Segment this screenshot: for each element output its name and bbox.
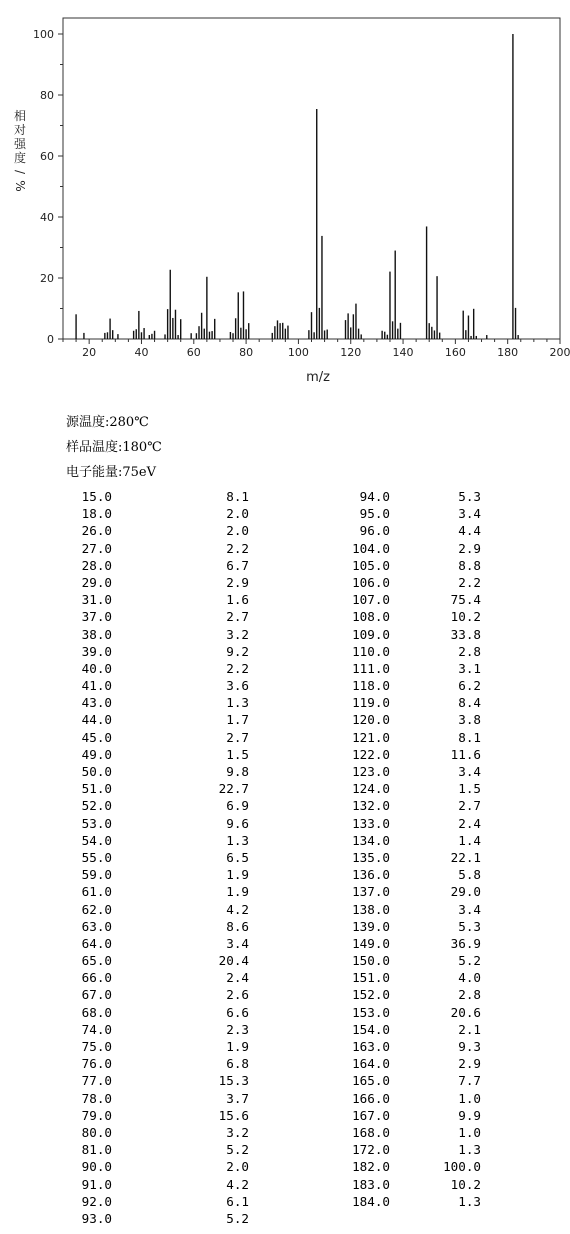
mz-value: 135.0 (352, 849, 390, 865)
relative-abundance: 5.2 (226, 1210, 249, 1226)
peak-table-row (72, 1090, 249, 1107)
relative-abundance: 2.7 (226, 609, 249, 625)
relative-abundance: 1.3 (458, 1142, 481, 1158)
peak-table-row (340, 540, 481, 557)
relative-abundance: 15.6 (218, 1107, 249, 1123)
relative-abundance: 4.2 (226, 1176, 249, 1192)
mz-value: 43.0 (81, 695, 112, 711)
relative-abundance: 1.5 (226, 746, 249, 762)
peak-table-row (340, 1193, 481, 1210)
mz-value: 154.0 (352, 1021, 390, 1037)
peak-table-row (72, 677, 249, 694)
peak-table-row (72, 591, 249, 608)
peak-table-row (72, 849, 249, 866)
relative-abundance: 8.1 (226, 489, 249, 504)
mz-value: 136.0 (352, 867, 390, 883)
relative-abundance: 4.2 (226, 901, 249, 917)
x-tick-label: 140 (392, 346, 414, 359)
y-tick-label: 20 (40, 272, 54, 285)
relative-abundance: 100.0 (443, 1159, 481, 1175)
peak-table-row (72, 1124, 249, 1141)
mass-spectrum-chart (0, 0, 570, 395)
relative-abundance: 2.0 (226, 506, 249, 522)
mz-value: 44.0 (81, 712, 112, 728)
mz-value: 164.0 (352, 1056, 390, 1072)
mz-value: 94.0 (359, 489, 390, 504)
peak-table-row (340, 574, 481, 591)
mz-value: 64.0 (81, 935, 112, 951)
relative-abundance: 4.4 (458, 523, 481, 539)
mz-value: 63.0 (81, 918, 112, 934)
relative-abundance: 75.4 (450, 592, 481, 608)
x-tick-label: 80 (239, 346, 254, 359)
mz-value: 55.0 (81, 849, 112, 865)
mz-value: 68.0 (81, 1004, 112, 1020)
peak-table-row (72, 901, 249, 918)
mz-value: 123.0 (352, 764, 390, 779)
peak-table-row (72, 866, 249, 883)
relative-abundance: 2.9 (458, 540, 481, 556)
sample-temperature: 样品温度:180℃ (66, 440, 162, 455)
peak-table-row (340, 901, 481, 918)
chart-bars (76, 34, 518, 339)
mz-value: 124.0 (352, 781, 390, 797)
mz-value: 61.0 (81, 884, 112, 900)
relative-abundance: 3.1 (458, 660, 481, 676)
x-tick-label: 20 (82, 346, 97, 359)
relative-abundance: 2.1 (458, 1021, 481, 1037)
peak-table-row (340, 1141, 481, 1158)
peak-table-row (340, 591, 481, 608)
relative-abundance: 20.4 (218, 953, 249, 969)
peak-table-row (72, 608, 249, 625)
peak-table-row (72, 1004, 249, 1021)
mz-value: 149.0 (352, 935, 390, 951)
peak-table-row (340, 866, 481, 883)
relative-abundance: 3.4 (458, 901, 481, 917)
peak-table-row (340, 1158, 481, 1175)
mz-value: 79.0 (81, 1107, 112, 1123)
mz-value: 106.0 (352, 574, 390, 590)
mz-value: 166.0 (352, 1090, 390, 1106)
peak-table-row (72, 815, 249, 832)
mz-value: 184.0 (352, 1193, 390, 1209)
mz-value: 107.0 (352, 592, 390, 608)
peak-table-row (340, 918, 481, 935)
peak-table-row (340, 935, 481, 952)
x-axis-label: m/z (306, 370, 330, 385)
peak-table-row (72, 522, 249, 539)
relative-abundance: 22.7 (218, 781, 249, 797)
mz-value: 168.0 (352, 1124, 390, 1140)
peak-table-row (340, 986, 481, 1003)
relative-abundance: 2.2 (458, 574, 481, 590)
mz-value: 119.0 (352, 695, 390, 711)
relative-abundance: 5.8 (458, 867, 481, 883)
mz-value: 18.0 (81, 506, 112, 522)
mz-value: 132.0 (352, 798, 390, 814)
mz-value: 118.0 (352, 678, 390, 694)
mz-value: 165.0 (352, 1073, 390, 1089)
relative-abundance: 1.7 (226, 712, 249, 728)
relative-abundance: 2.0 (226, 1159, 249, 1175)
relative-abundance: 2.7 (226, 729, 249, 745)
relative-abundance: 2.8 (458, 987, 481, 1003)
relative-abundance: 22.1 (450, 849, 481, 865)
mz-value: 49.0 (81, 746, 112, 762)
relative-abundance: 2.8 (458, 643, 481, 659)
y-tick-label: 40 (40, 211, 54, 224)
relative-abundance: 9.9 (458, 1107, 481, 1123)
relative-abundance: 3.7 (226, 1090, 249, 1106)
x-tick-label: 200 (549, 346, 570, 359)
relative-abundance: 9.8 (226, 764, 249, 779)
relative-abundance: 1.5 (458, 781, 481, 797)
mz-value: 104.0 (352, 540, 390, 556)
relative-abundance: 1.0 (458, 1124, 481, 1140)
mz-value: 15.0 (81, 489, 112, 504)
relative-abundance: 1.9 (226, 1039, 249, 1054)
mz-value: 92.0 (81, 1193, 112, 1209)
mz-value: 137.0 (352, 884, 390, 900)
relative-abundance: 3.8 (458, 712, 481, 728)
peak-table-row (72, 574, 249, 591)
mz-value: 110.0 (352, 643, 390, 659)
relative-abundance: 8.6 (226, 918, 249, 934)
mz-value: 91.0 (81, 1176, 112, 1192)
mz-value: 27.0 (81, 540, 112, 556)
mz-value: 95.0 (359, 506, 390, 522)
relative-abundance: 33.8 (450, 626, 481, 642)
relative-abundance: 6.7 (226, 557, 249, 573)
relative-abundance: 29.0 (450, 884, 481, 900)
relative-abundance: 8.4 (458, 695, 481, 711)
chart-axes (33, 18, 570, 359)
peak-table-row (72, 832, 249, 849)
x-tick-label: 120 (340, 346, 362, 359)
peak-table-row (72, 935, 249, 952)
peak-table-row (340, 488, 481, 505)
y-label-char: % (13, 180, 27, 192)
y-label-char: 强 (13, 137, 27, 151)
peak-table-row (72, 1038, 249, 1055)
relative-abundance: 2.6 (226, 987, 249, 1003)
mz-value: 134.0 (352, 832, 390, 848)
mz-value: 111.0 (352, 660, 390, 676)
relative-abundance: 1.3 (226, 695, 249, 711)
mz-value: 120.0 (352, 712, 390, 728)
peak-table-row (340, 746, 481, 763)
relative-abundance: 3.4 (458, 506, 481, 522)
relative-abundance: 1.6 (226, 592, 249, 608)
relative-abundance: 10.2 (450, 609, 481, 625)
peak-table-row (72, 1055, 249, 1072)
relative-abundance: 1.9 (226, 867, 249, 883)
peak-table-row (340, 1055, 481, 1072)
source-temperature: 源温度:280℃ (66, 415, 149, 430)
y-tick-label: 100 (33, 28, 54, 41)
relative-abundance: 2.9 (226, 574, 249, 590)
relative-abundance: 2.4 (458, 815, 481, 831)
y-label-char: / (13, 169, 27, 175)
peak-table-row (340, 1107, 481, 1124)
relative-abundance: 10.2 (450, 1176, 481, 1192)
relative-abundance: 2.2 (226, 660, 249, 676)
mz-value: 80.0 (81, 1124, 112, 1140)
peak-table-row (340, 952, 481, 969)
peak-table-row (72, 557, 249, 574)
y-label-char: 相 (13, 109, 27, 123)
peak-table-row (72, 1193, 249, 1210)
mz-value: 167.0 (352, 1107, 390, 1123)
relative-abundance: 2.0 (226, 523, 249, 539)
plot-frame (63, 18, 560, 339)
mz-value: 39.0 (81, 643, 112, 659)
relative-abundance: 6.8 (226, 1056, 249, 1072)
peak-table-row (72, 1210, 249, 1227)
relative-abundance: 2.2 (226, 540, 249, 556)
mz-value: 38.0 (81, 626, 112, 642)
peak-table-row (72, 1141, 249, 1158)
y-axis-label (13, 108, 27, 192)
mz-value: 121.0 (352, 729, 390, 745)
peak-table-row (340, 969, 481, 986)
peak-table-row (72, 763, 249, 780)
mz-value: 51.0 (81, 781, 112, 797)
mz-value: 31.0 (81, 592, 112, 608)
y-label-char: 对 (13, 123, 27, 137)
mz-value: 74.0 (81, 1021, 112, 1037)
mz-value: 138.0 (352, 901, 390, 917)
relative-abundance: 9.2 (226, 643, 249, 659)
mz-value: 59.0 (81, 867, 112, 883)
x-tick-label: 40 (134, 346, 149, 359)
mz-value: 78.0 (81, 1090, 112, 1106)
relative-abundance: 11.6 (450, 746, 481, 762)
mz-value: 163.0 (352, 1039, 390, 1054)
peak-table-row (340, 660, 481, 677)
relative-abundance: 6.9 (226, 798, 249, 814)
peak-table-row (72, 746, 249, 763)
peak-table-row (340, 677, 481, 694)
peak-table-row (72, 1107, 249, 1124)
peak-table-row (72, 660, 249, 677)
mz-value: 108.0 (352, 609, 390, 625)
y-label-char: 度 (13, 151, 27, 165)
relative-abundance: 1.3 (458, 1193, 481, 1209)
mz-value: 66.0 (81, 970, 112, 986)
mz-value: 77.0 (81, 1073, 112, 1089)
peak-table-row (72, 986, 249, 1003)
relative-abundance: 4.0 (458, 970, 481, 986)
peak-table-row (72, 711, 249, 728)
x-tick-label: 100 (287, 346, 309, 359)
mz-value: 182.0 (352, 1159, 390, 1175)
relative-abundance: 1.0 (458, 1090, 481, 1106)
peak-table-row (340, 1038, 481, 1055)
peak-table-row (72, 694, 249, 711)
relative-abundance: 1.3 (226, 832, 249, 848)
mz-value: 45.0 (81, 729, 112, 745)
relative-abundance: 9.3 (458, 1039, 481, 1054)
mz-value: 153.0 (352, 1004, 390, 1020)
peak-table-row (340, 557, 481, 574)
mz-value: 152.0 (352, 987, 390, 1003)
mz-value: 37.0 (81, 609, 112, 625)
peak-table-row (72, 540, 249, 557)
peak-table-row (72, 1176, 249, 1193)
mz-value: 93.0 (81, 1210, 112, 1226)
relative-abundance: 7.7 (458, 1073, 481, 1089)
mz-value: 65.0 (81, 953, 112, 969)
mz-value: 29.0 (81, 574, 112, 590)
mz-value: 53.0 (81, 815, 112, 831)
mz-value: 76.0 (81, 1056, 112, 1072)
peak-table-row (72, 780, 249, 797)
peak-table-row (72, 952, 249, 969)
peak-table-row (72, 918, 249, 935)
x-tick-label: 180 (497, 346, 519, 359)
peak-table-row (340, 1021, 481, 1038)
peak-table-row (72, 883, 249, 900)
peak-table-row (340, 729, 481, 746)
peak-table-row (340, 883, 481, 900)
peak-table-row (72, 643, 249, 660)
relative-abundance: 1.4 (458, 832, 481, 848)
peak-table-row (72, 488, 249, 505)
mz-value: 139.0 (352, 918, 390, 934)
relative-abundance: 5.3 (458, 918, 481, 934)
x-tick-label: 60 (186, 346, 201, 359)
mz-value: 90.0 (81, 1159, 112, 1175)
mz-value: 54.0 (81, 832, 112, 848)
peak-table-row (340, 1176, 481, 1193)
peak-table-row (72, 626, 249, 643)
relative-abundance: 3.4 (226, 935, 249, 951)
mz-value: 183.0 (352, 1176, 390, 1192)
peak-table-right (340, 488, 481, 1210)
relative-abundance: 15.3 (218, 1073, 249, 1089)
mz-value: 96.0 (359, 523, 390, 539)
relative-abundance: 6.2 (458, 678, 481, 694)
relative-abundance: 3.2 (226, 1124, 249, 1140)
relative-abundance: 6.1 (226, 1193, 249, 1209)
peak-table-row (72, 1072, 249, 1089)
peak-table-row (340, 711, 481, 728)
mz-value: 40.0 (81, 660, 112, 676)
relative-abundance: 8.1 (458, 729, 481, 745)
relative-abundance: 5.3 (458, 489, 481, 504)
peak-table-row (72, 797, 249, 814)
relative-abundance: 5.2 (226, 1142, 249, 1158)
mz-value: 172.0 (352, 1142, 390, 1158)
mz-value: 28.0 (81, 557, 112, 573)
relative-abundance: 36.9 (450, 935, 481, 951)
peak-table-row (72, 505, 249, 522)
electron-energy: 电子能量:75eV (66, 465, 157, 480)
relative-abundance: 2.3 (226, 1021, 249, 1037)
mz-value: 41.0 (81, 678, 112, 694)
peak-table-row (340, 832, 481, 849)
peak-table-row (72, 1158, 249, 1175)
mz-value: 105.0 (352, 557, 390, 573)
peak-table-row (340, 1072, 481, 1089)
relative-abundance: 8.8 (458, 557, 481, 573)
peak-table-row (340, 1124, 481, 1141)
mz-value: 81.0 (81, 1142, 112, 1158)
relative-abundance: 3.2 (226, 626, 249, 642)
relative-abundance: 2.7 (458, 798, 481, 814)
relative-abundance: 9.6 (226, 815, 249, 831)
relative-abundance: 3.6 (226, 678, 249, 694)
relative-abundance: 5.2 (458, 953, 481, 969)
peak-table-row (340, 626, 481, 643)
peak-table-row (340, 1004, 481, 1021)
mz-value: 62.0 (81, 901, 112, 917)
peak-table-row (340, 643, 481, 660)
peak-table-row (340, 815, 481, 832)
mz-value: 67.0 (81, 987, 112, 1003)
peak-table-row (72, 969, 249, 986)
mz-value: 75.0 (81, 1039, 112, 1054)
peak-table-row (340, 522, 481, 539)
peak-table-row (340, 1090, 481, 1107)
peak-table-row (340, 849, 481, 866)
mz-value: 50.0 (81, 764, 112, 779)
peak-table-row (340, 763, 481, 780)
y-tick-label: 80 (40, 89, 54, 102)
peak-table-row (340, 694, 481, 711)
peak-table-row (340, 608, 481, 625)
relative-abundance: 2.4 (226, 970, 249, 986)
relative-abundance: 3.4 (458, 764, 481, 779)
mz-value: 150.0 (352, 953, 390, 969)
x-tick-label: 160 (444, 346, 466, 359)
peak-table-row (72, 1021, 249, 1038)
relative-abundance: 6.5 (226, 849, 249, 865)
y-tick-label: 0 (47, 333, 54, 346)
mz-value: 122.0 (352, 746, 390, 762)
mz-value: 52.0 (81, 798, 112, 814)
mz-value: 133.0 (352, 815, 390, 831)
mz-value: 26.0 (81, 523, 112, 539)
relative-abundance: 20.6 (450, 1004, 481, 1020)
mz-value: 151.0 (352, 970, 390, 986)
peak-table-row (340, 780, 481, 797)
peak-table-row (340, 505, 481, 522)
peak-table-row (340, 797, 481, 814)
relative-abundance: 6.6 (226, 1004, 249, 1020)
relative-abundance: 1.9 (226, 884, 249, 900)
relative-abundance: 2.9 (458, 1056, 481, 1072)
mz-value: 109.0 (352, 626, 390, 642)
y-tick-label: 60 (40, 150, 54, 163)
peak-table-left (72, 488, 249, 1227)
peak-table-row (72, 729, 249, 746)
